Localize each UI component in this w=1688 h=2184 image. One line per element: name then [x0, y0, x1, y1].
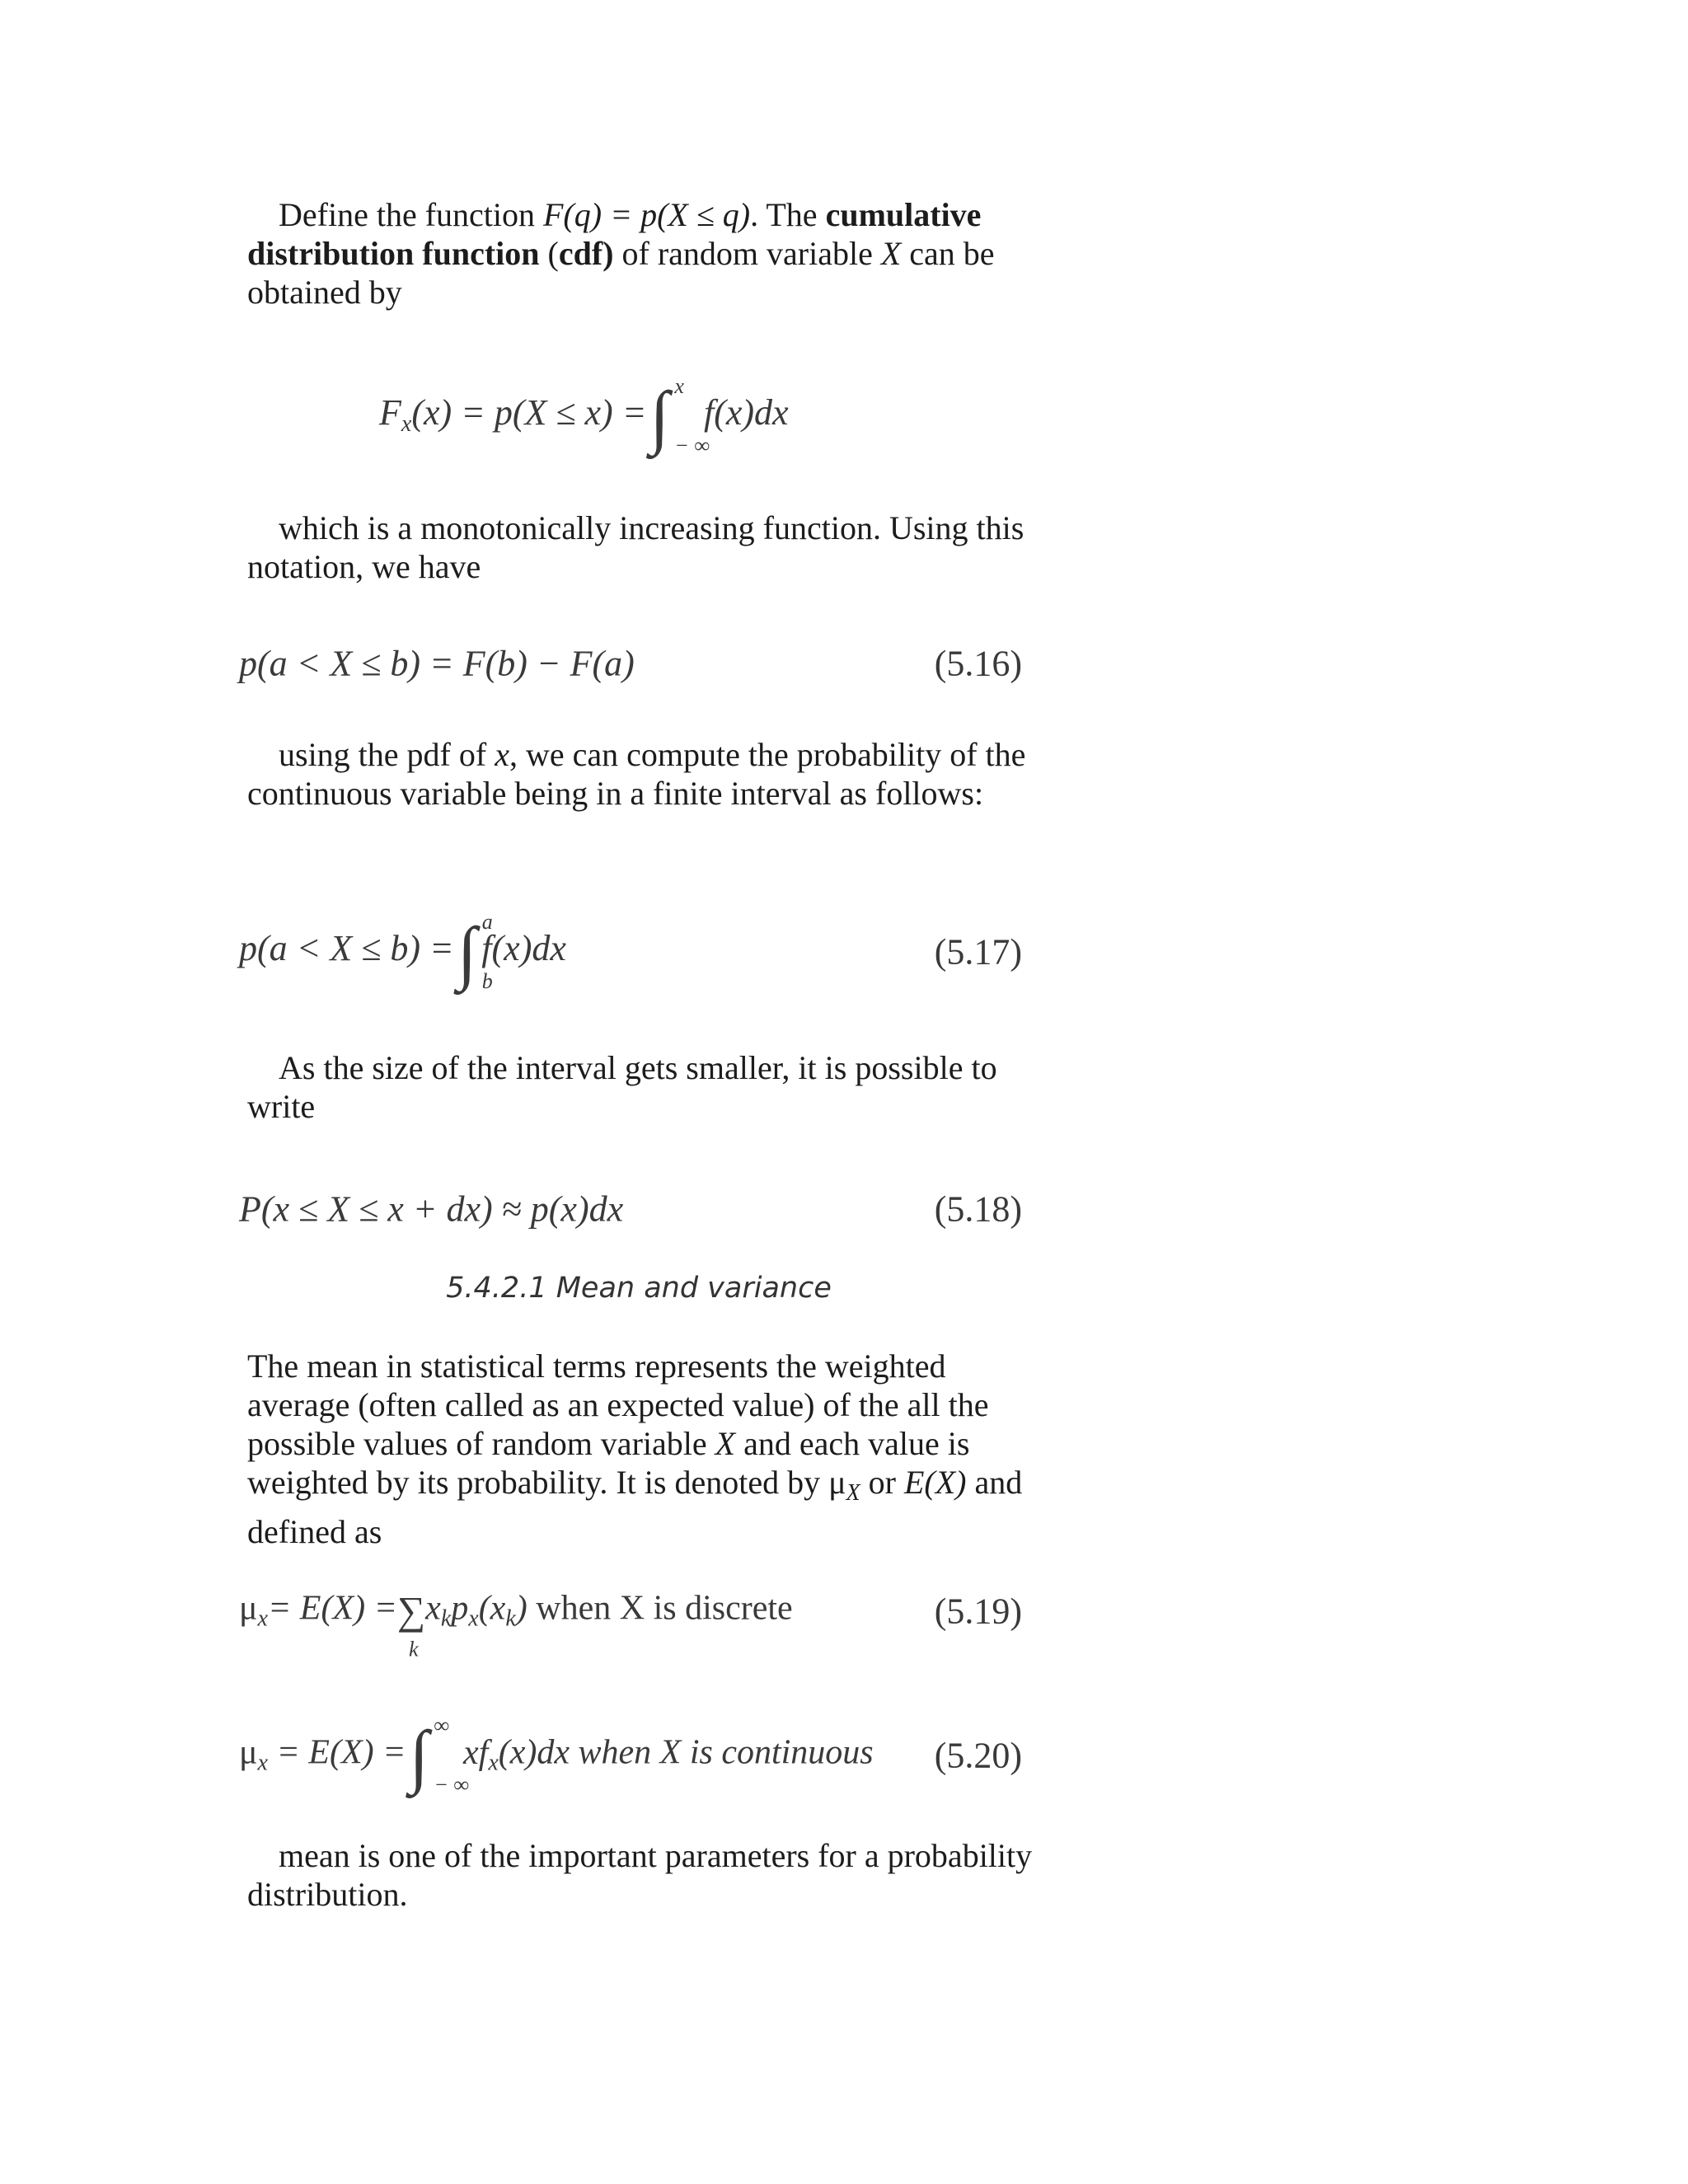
equation-number: (5.20) — [934, 1735, 1022, 1776]
integral-symbol: ∫ x − ∞ — [649, 374, 710, 457]
math-var: x — [495, 736, 509, 773]
text-span: of random variable — [613, 235, 881, 272]
math-integrand: f(x)dx — [703, 392, 789, 434]
math-text: p(a < X ≤ b) = — [239, 928, 454, 969]
summation-symbol — [396, 1589, 426, 1661]
text-span: , we can compute the probability of the continuous variable being in a finite interval as follows: — [247, 736, 1026, 812]
integral-lower-limit: − ∞ — [674, 434, 710, 457]
integral-upper-limit: x — [674, 374, 684, 398]
math-condition: when X is discrete — [527, 1589, 793, 1628]
paragraph-monotonic: which is a monotonically increasing function. Using this notation, we have — [247, 509, 1025, 585]
integral-upper-limit: ∞ — [434, 1713, 449, 1737]
text-span: The mean in statistical terms represents the weighted average (often called as an expected value) of the all the possible values of random variable — [247, 1347, 989, 1462]
equation-5-16 — [239, 618, 1022, 709]
math-subscript: x — [257, 1750, 268, 1776]
text-span: . The — [750, 196, 826, 233]
math-inline: F(q) = p(X ≤ q) — [543, 196, 751, 233]
math-subscript: x — [488, 1750, 499, 1776]
equation-cdf-body — [379, 374, 789, 457]
math-subscript: X — [846, 1480, 860, 1506]
math-integrand: f(x)dx — [481, 928, 566, 969]
text-span: Define the function — [279, 196, 543, 233]
equation-5-20-body — [239, 1713, 874, 1797]
text-span: ( — [539, 235, 559, 272]
math-inline: E(X) — [903, 1464, 967, 1501]
math-text: p — [451, 1589, 469, 1628]
equation-number: (5.19) — [934, 1591, 1022, 1632]
equation-number: (5.17) — [934, 931, 1022, 972]
math-symbol: μ — [239, 1589, 258, 1628]
equation-number: (5.18) — [934, 1188, 1022, 1230]
integral-upper-limit: a — [481, 910, 493, 934]
text-span: and each value is weighted by its probability. It is denoted by μ — [247, 1425, 970, 1501]
integral-symbol: ∫ a b — [457, 910, 493, 993]
summation-index: k — [408, 1637, 419, 1661]
sigma-glyph: ∑ — [396, 1589, 426, 1633]
math-subscript: x — [257, 1605, 268, 1632]
math-condition: (x)dx when X is continuous — [498, 1733, 874, 1772]
equation-5-16-body: p(a < X ≤ b) = F(b) − F(a) — [239, 643, 635, 684]
math-text: ) — [515, 1589, 528, 1628]
math-text: = E(X) = — [267, 1733, 406, 1772]
equation-5-20 — [239, 1710, 1022, 1801]
paragraph-mean-importance: mean is one of the important parameters for a probability distribution. — [247, 1837, 1033, 1913]
math-subscript: k — [440, 1605, 452, 1632]
integral-symbol: ∫ ∞ − ∞ — [409, 1713, 470, 1797]
math-text: (x — [478, 1589, 506, 1628]
bold-term: cumulative distribution function — [247, 196, 982, 272]
math-var: X — [880, 235, 902, 272]
paragraph-pdf-interval — [247, 735, 1039, 813]
paragraph-interval-smaller: As the size of the interval gets smaller, it is possible to write — [247, 1049, 997, 1125]
equation-number: (5.16) — [934, 643, 1022, 684]
paragraph-mean-definition — [247, 1347, 1039, 1551]
equation-5-18 — [239, 1164, 1022, 1254]
text-span: and defined as — [247, 1464, 1023, 1550]
equation-5-18-body: P(x ≤ X ≤ x + dx) ≈ p(x)dx — [239, 1188, 624, 1230]
equation-5-19-body — [239, 1589, 793, 1661]
math-symbol: μ — [239, 1733, 258, 1772]
math-var: X — [715, 1425, 736, 1462]
math-subscript: x — [401, 411, 412, 438]
math-text: = E(X) = — [267, 1589, 397, 1628]
math-symbol: F — [379, 392, 401, 434]
section-heading: 5.4.2.1 Mean and variance — [446, 1272, 832, 1305]
math-text: (x) = p(X ≤ x) = — [411, 392, 647, 434]
equation-cdf — [379, 371, 956, 462]
equation-5-19 — [239, 1566, 1022, 1661]
integral-lower-limit: − ∞ — [434, 1773, 470, 1797]
math-text: x — [425, 1589, 441, 1628]
equation-5-17-body — [239, 910, 566, 993]
math-subscript: x — [468, 1605, 479, 1632]
math-subscript: k — [505, 1605, 516, 1632]
text-span: can be obtained by — [247, 235, 995, 311]
paragraph-cdf-definition — [247, 195, 1039, 312]
text-span: using the pdf of — [279, 736, 495, 773]
integral-lower-limit: b — [481, 969, 493, 993]
text-span: or — [860, 1464, 904, 1501]
math-integrand: xf — [463, 1733, 489, 1772]
equation-5-17 — [239, 907, 1022, 997]
bold-term: cdf) — [558, 235, 614, 272]
